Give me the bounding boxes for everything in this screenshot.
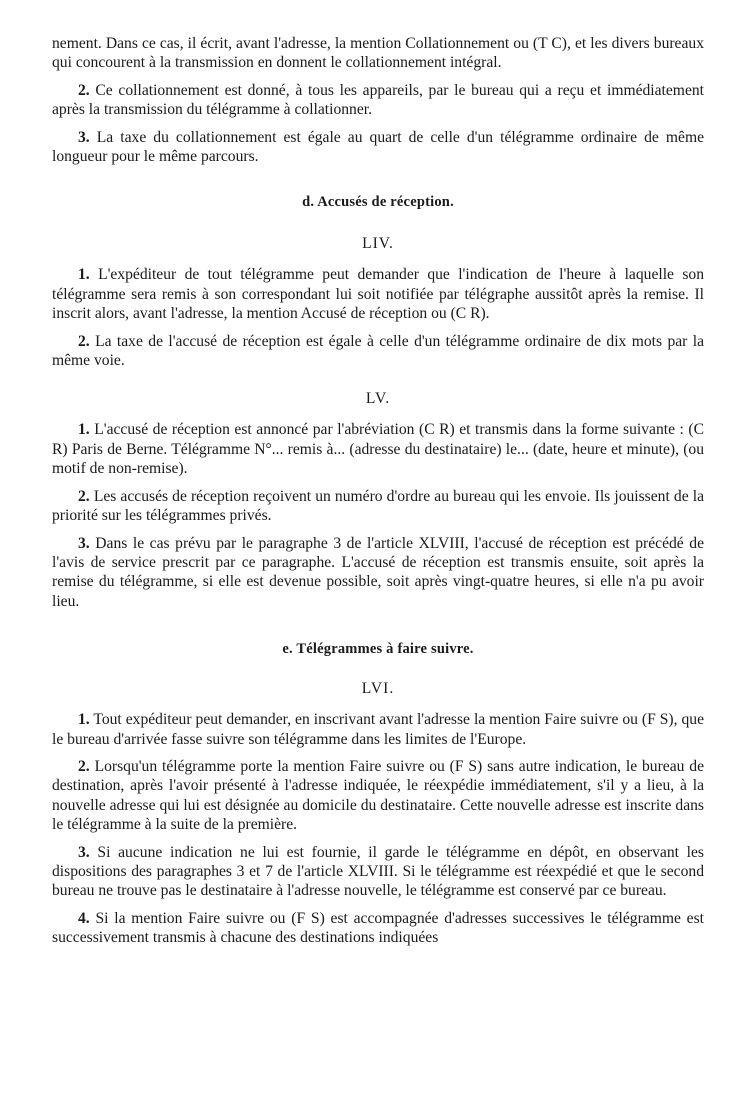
paragraph-text: L'accusé de réception est annoncé par l'abréviation (C R) et transmis dans la forme suivante : (C R) Paris de Berne. Télégramme N°... remis à... (adresse du destinataire) le... (date, heure et minute), (ou motif de non-remise). [52, 421, 704, 478]
paragraph-number: 2. [78, 332, 90, 350]
paragraph [52, 843, 704, 901]
paragraph-text: Dans le cas prévu par le paragraphe 3 de l'article XLVIII, l'accusé de réception est précédé de l'avis de service prescrit par ce paragraphe. L'accusé de réception est transmis ensuite, soit après la remise du télégramme, si elle est devenue possible, soit après vingt-quatre heures, si elle n'a pu avoir lieu. [52, 534, 704, 610]
paragraph-text: La taxe du collationnement est égale au quart de celle d'un télégramme ordinaire de même longueur pour le même parcours. [52, 128, 704, 166]
paragraph [52, 710, 704, 749]
paragraph-text: Si aucune indication ne lui est fournie, il garde le télégramme en dépôt, en observant les dispositions des paragraphes 3 et 7 de l'article XLVIII. Si le télégramme est réexpédié et que le second bureau ne trouve pas le destinataire à l'adresse nouvelle, le télégramme est conservé par ce bureau. [52, 843, 705, 900]
paragraph [52, 81, 704, 120]
paragraph [52, 487, 704, 526]
paragraph [52, 534, 704, 612]
paragraph-text: Les accusés de réception reçoivent un numéro d'ordre au bureau qui les envoie. Ils jouissent de la priorité sur les télégrammes privés. [52, 487, 704, 525]
article-title: LIV. [362, 235, 394, 253]
paragraph-number: 1. [78, 421, 90, 439]
paragraph-text: Lorsqu'un télégramme porte la mention Faire suivre ou (F S) sans autre indication, le bureau de destination, après l'avoir présenté à l'adresse indiquée, le réexpédie immédiatement, s'il y a lieu, à la nouvelle adresse qui lui est désignée au domicile du destinataire. Cette nouvelle adresse est inscrite dans le télégramme à la suite de la première. [52, 757, 704, 834]
paragraph [52, 420, 704, 478]
paragraph-number: 2. [78, 81, 90, 99]
paragraph-continuation: nement. Dans ce cas, il écrit, avant l'adresse, la mention Collationnement ou (T C), et les divers bureaux qui concourent à la transmission en donnent le collationnement intégral. [52, 35, 704, 72]
paragraph-number: 4. [78, 909, 90, 927]
paragraph-number: 3. [78, 843, 90, 861]
paragraph-text: Tout expéditeur peut demander, en inscrivant avant l'adresse la mention Faire suivre ou (F S), que le bureau d'arrivée fasse suivre son télégramme dans les limites de l'Europe. [52, 711, 704, 748]
paragraph [52, 757, 704, 835]
paragraph-number: 1. [78, 711, 90, 729]
paragraph-text: Ce collationnement est donné, à tous les appareils, par le bureau qui a reçu et immédiatement après la transmission du télégramme à collationner. [52, 81, 704, 119]
paragraph-text: La taxe de l'accusé de réception est égale à celle d'un télégramme ordinaire de dix mots par la même voie. [52, 332, 704, 370]
paragraph-number: 3. [78, 128, 90, 146]
paragraph-text: Si la mention Faire suivre ou (F S) est accompagnée d'adresses successives le télégramme est successivement transmis à chacune des destinations indiquées [52, 909, 704, 947]
paragraph [52, 128, 704, 167]
section-title: d. Accusés de réception. [302, 194, 454, 211]
paragraph [52, 909, 704, 948]
paragraph-number: 1. [78, 266, 90, 284]
article-title: LV. [365, 390, 391, 408]
document-page [52, 34, 704, 956]
paragraph-number: 2. [78, 757, 90, 775]
article-title: LVI. [361, 680, 395, 698]
paragraph-number: 3. [78, 534, 90, 552]
paragraph-number: 2. [78, 487, 90, 505]
section-title: e. Télégrammes à faire suivre. [282, 641, 474, 658]
paragraph [52, 332, 704, 371]
paragraph-text: L'expéditeur de tout télégramme peut demander que l'indication de l'heure à laquelle son télégramme sera remis à son correspondant lui soit notifiée par télégraphe aussitôt après la remise. Il inscrit alors, avant l'adresse, la mention Accusé de réception ou (C R). [52, 266, 704, 323]
paragraph [52, 265, 704, 323]
